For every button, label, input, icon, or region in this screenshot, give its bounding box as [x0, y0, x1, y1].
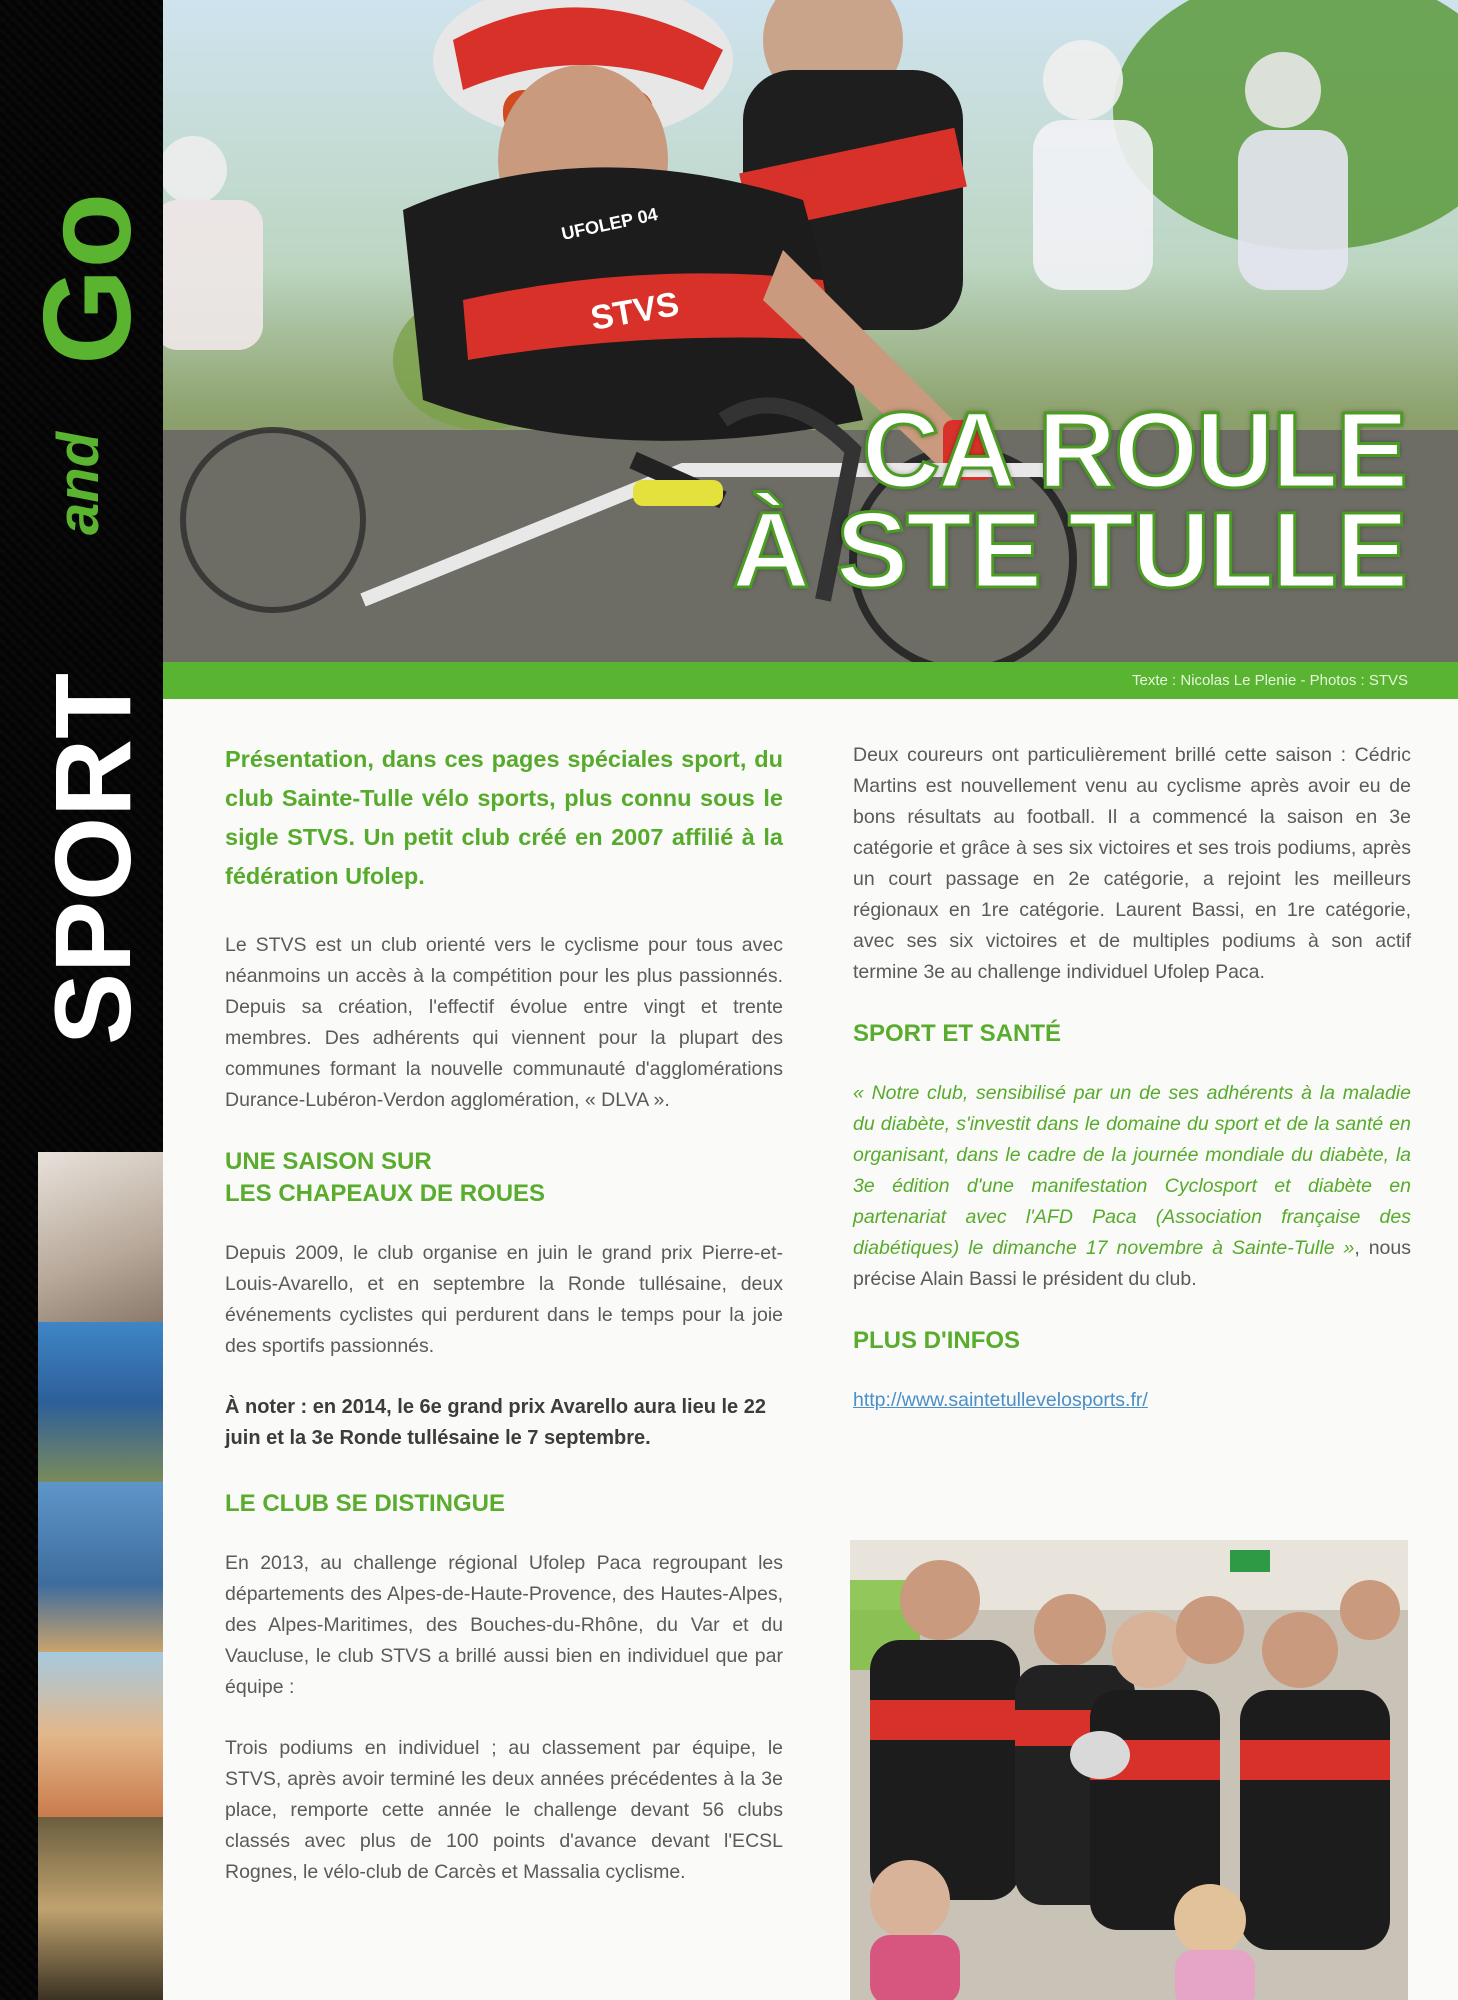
- jersey-text: STVS: [587, 285, 682, 338]
- paragraph-podiums: Trois podiums en individuel ; au classement par équipe, le STVS, après avoir terminé les deux années précédentes à la 3e place, remporte cette année le challenge devant 56 clubs classés avec plus de 100 points d'avance devant l'ECSL Rognes, le vélo-club de Carcès et Massalia cyclisme.: [225, 1737, 783, 1883]
- right-column: [853, 740, 1411, 1446]
- paragraph-quote: [853, 1078, 1411, 1295]
- sport-and-go-logo: [18, 40, 148, 1050]
- strip-photo-running: [38, 1152, 163, 1322]
- link-wrapper: [853, 1385, 1411, 1416]
- strip-photo-swimming: [38, 1652, 163, 1817]
- paragraph-riders: Deux coureurs ont particulièrement brillé cette saison : Cédric Martins est nouvellement venu au cyclisme après avoir eu de bons résultats au football. Il a commencé la saison en 3e catégorie et grâce à ses six victoires et ses trois podiums, après un court passage en 2e catégorie, a rejoint les meilleurs régionaux en 1re catégorie. Laurent Bassi, en 1re catégorie, avec ses six victoires et de multiples podiums à son actif termine 3e au challenge individuel Ufolep Paca.: [853, 744, 1411, 983]
- lead-paragraph: Présentation, dans ces pages spéciales sport, du club Sainte-Tulle vélo sports, plus connu sous le sigle STVS. Un petit club créé en 2007 affilié à la fédération Ufolep.: [225, 746, 783, 889]
- brand-sport-text: SPORT: [32, 672, 148, 1045]
- club-website-link[interactable]: http://www.saintetullevelosports.fr/: [853, 1389, 1148, 1411]
- article-title: [732, 389, 1406, 610]
- quote-text: « Notre club, sensibilisé par un de ses adhérents à la maladie du diabète, s'investit dans le domaine du sport et de la santé en organisant, dans le cadre de la journée mondiale du diabète, la 3e édition d'une manifestation Cyclosport et diabète en partenariat avec l'AFD Paca (Association française des diabétiques) le dimanche 17 novembre à Sainte-Tulle »: [853, 1082, 1411, 1259]
- heading-saison-line-2: LES CHAPEAUX DE ROUES: [225, 1180, 546, 1207]
- sidebar-photo-strip: [38, 1152, 163, 2000]
- brand-go-text: Go: [19, 192, 148, 365]
- strip-photo-mtb: [38, 1322, 163, 1482]
- title-line-2: À STE TULLE: [732, 489, 1406, 610]
- hero-photo-cyclists: [163, 0, 1458, 662]
- quote-tail: , nous précise Alain Bassi le président du club.: [853, 1237, 1411, 1290]
- heading-sante: SPORT ET SANTÉ: [853, 1020, 1062, 1047]
- heading-saison: [225, 1146, 783, 1210]
- paragraph-challenge: En 2013, au challenge régional Ufolep Paca regroupant les départements des Alpes-de-Haute-Provence, des Hautes-Alpes, des Alpes-Maritimes, des Bouches-du-Rhône, du Var et du Vaucluse, le club STVS a brillé aussi bien en individuel que par équipe :: [225, 1552, 783, 1698]
- photo-credit: Texte : Nicolas Le Plenie - Photos : STVS: [1132, 672, 1408, 689]
- jersey-sub-text: UFOLEP 04: [559, 204, 660, 244]
- title-line-1: CA ROULE: [862, 389, 1406, 510]
- paragraph-events: Depuis 2009, le club organise en juin le grand prix Pierre-et-Louis-Avarello, et en septembre la Ronde tullésaine, deux événements cyclistes qui perdurent dans le temps pour la joie des sportifs passionnés.: [225, 1242, 783, 1357]
- sidebar-carbon-band: [0, 0, 163, 2000]
- heading-infos: PLUS D'INFOS: [853, 1327, 1021, 1354]
- paragraph-intro: Le STVS est un club orienté vers le cyclisme pour tous avec néanmoins un accès à la compétition pour les plus passionnés. Depuis sa création, l'effectif évolue entre vingt et trente membres. Des adhérents qui viennent pour la plupart des communes formant la nouvelle communauté d'agglomérations Durance-Lubéron-Verdon agglomération, « DLVA ».: [225, 934, 783, 1111]
- heading-saison-line-1: UNE SAISON SUR: [225, 1148, 432, 1175]
- paragraph-note: À noter : en 2014, le 6e grand prix Avarello aura lieu le 22 juin et la 3e Ronde tullésaine le 7 septembre.: [225, 1396, 766, 1449]
- strip-photo-bmx: [38, 1482, 163, 1652]
- left-column: [225, 740, 783, 1918]
- heading-club: LE CLUB SE DISTINGUE: [225, 1490, 506, 1517]
- team-podium-photo: [850, 1540, 1408, 2000]
- strip-photo-marathon: [38, 1817, 163, 2000]
- brand-and-text: and: [46, 431, 111, 535]
